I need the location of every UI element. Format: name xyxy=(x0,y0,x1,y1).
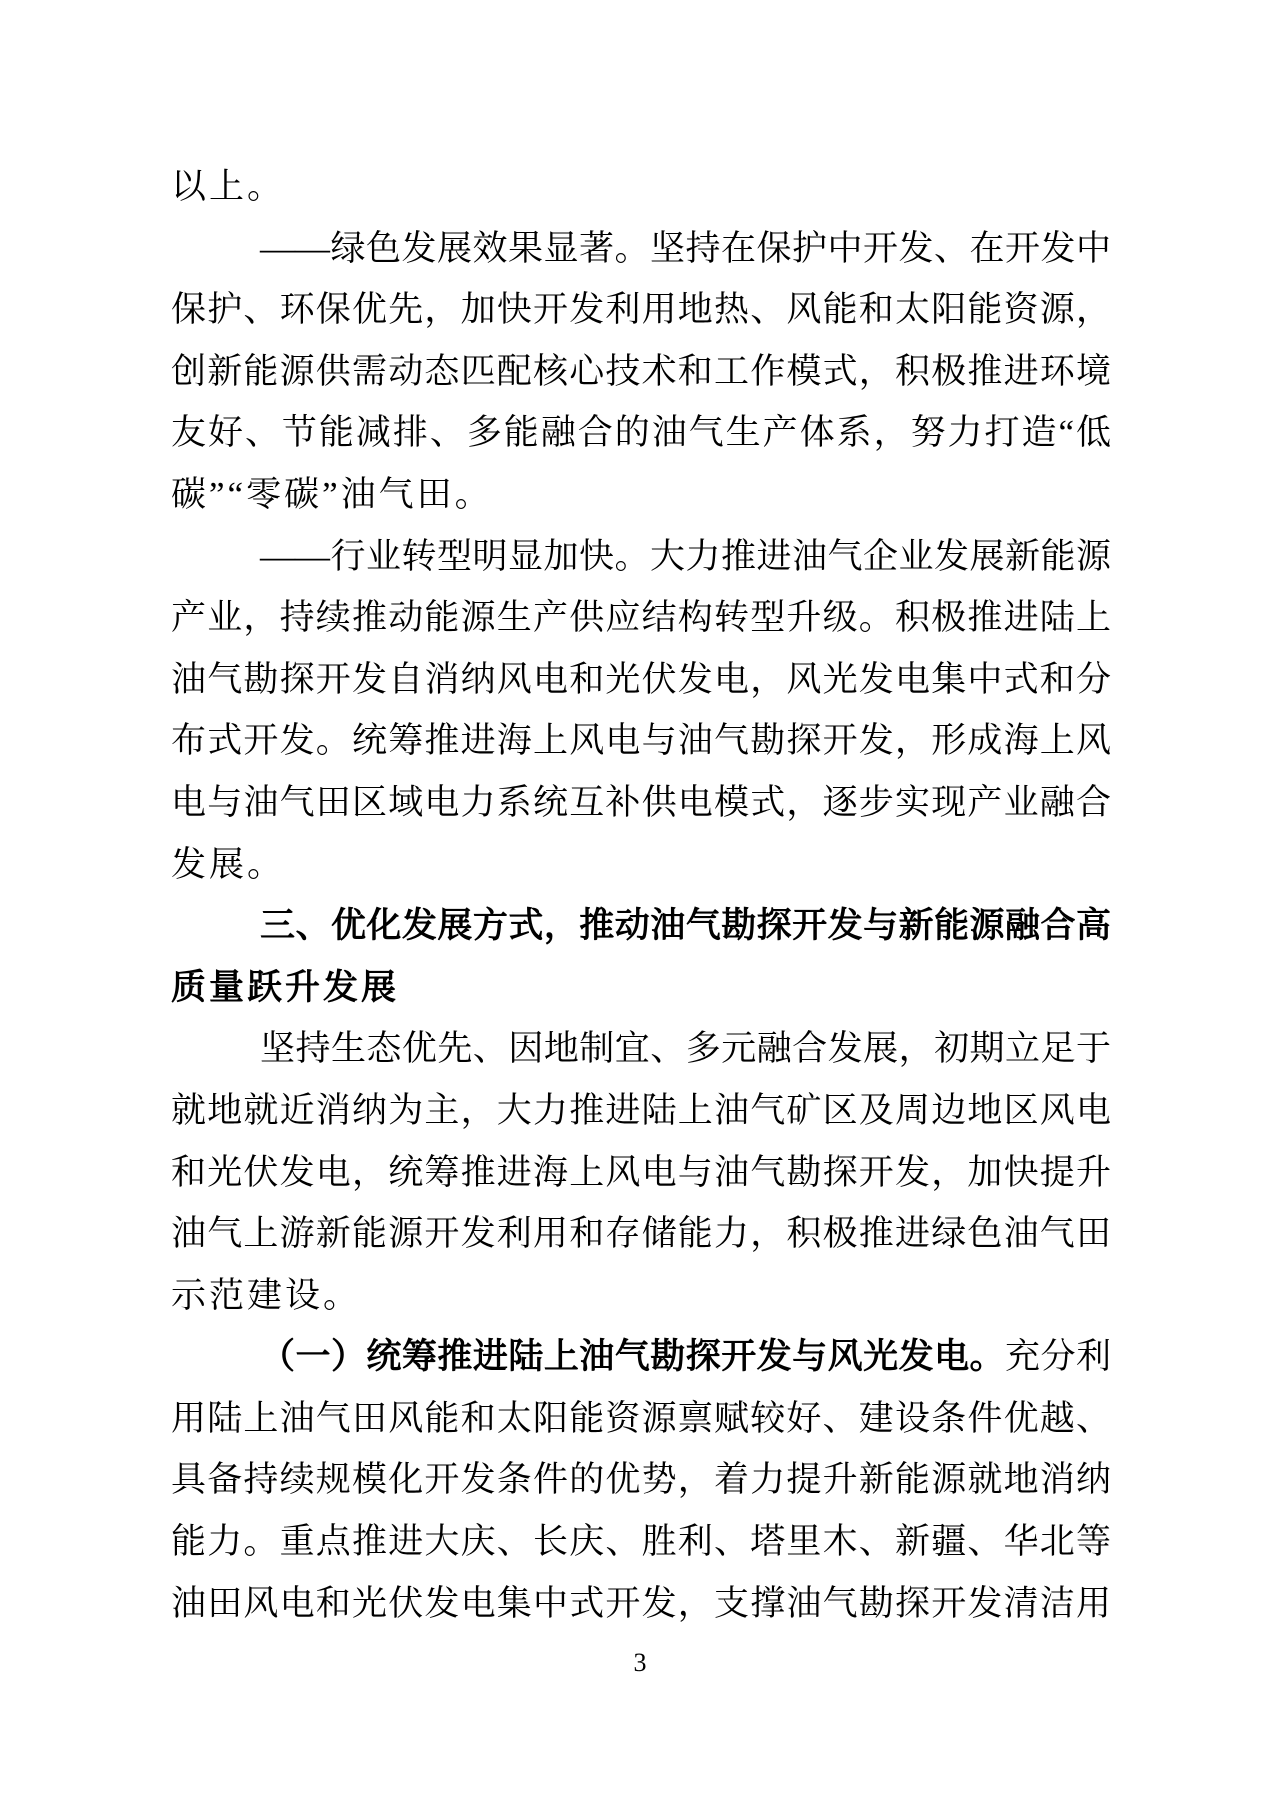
page-number: 3 xyxy=(633,1648,647,1677)
subsection-lead-line xyxy=(171,1326,1111,1388)
text-line: 保护、环保优先，加快开发利用地热、风能和太阳能资源， xyxy=(171,290,1111,330)
text-line: 能力。重点推进大庆、长庆、胜利、塔里木、新疆、华北等 xyxy=(171,1522,1111,1562)
document-text-block xyxy=(171,156,1111,1634)
text-line: 和光伏发电，统筹推进海上风电与油气勘探开发，加快提升 xyxy=(171,1152,1111,1192)
text-line: 布式开发。统筹推进海上风电与油气勘探开发，形成海上风 xyxy=(171,721,1111,761)
text-line-dash-para: ——行业转型明显加快。大力推进油气企业发展新能源 xyxy=(260,536,1111,576)
text-line: 用陆上油气田风能和太阳能资源禀赋较好、建设条件优越、 xyxy=(171,1398,1111,1438)
text-line: 产业，持续推动能源生产供应结构转型升级。积极推进陆上 xyxy=(171,598,1111,638)
text-line: 碳”“零碳”油气田。 xyxy=(171,474,493,514)
section-heading-line-1: 三、优化发展方式，推动油气勘探开发与新能源融合高 xyxy=(260,906,1111,946)
section-heading-line-2: 质量跃升发展 xyxy=(171,967,400,1007)
subsection-title: （一）统筹推进陆上油气勘探开发与风光发电。 xyxy=(260,1337,1006,1377)
text-line-dash-para: ——绿色发展效果显著。坚持在保护中开发、在开发中 xyxy=(260,228,1111,268)
subsection-body-start: 充分利 xyxy=(1005,1337,1111,1377)
text-line: 坚持生态优先、因地制宜、多元融合发展，初期立足于 xyxy=(260,1029,1111,1069)
text-line: 油田风电和光伏发电集中式开发，支撑油气勘探开发清洁用 xyxy=(171,1583,1111,1623)
text-line: 具备持续规模化开发条件的优势，着力提升新能源就地消纳 xyxy=(171,1460,1111,1500)
text-line: 示范建设。 xyxy=(171,1275,362,1315)
text-line: 油气勘探开发自消纳风电和光伏发电，风光发电集中式和分 xyxy=(171,659,1111,699)
text-line: 以上。 xyxy=(171,167,286,206)
text-line: 油气上游新能源开发利用和存储能力，积极推进绿色油气田 xyxy=(171,1214,1111,1254)
text-line: 友好、节能减排、多能融合的油气生产体系，努力打造“低 xyxy=(171,413,1111,453)
text-line: 发展。 xyxy=(171,844,286,884)
text-line: 创新能源供需动态匹配核心技术和工作模式，积极推进环境 xyxy=(171,351,1111,391)
text-line: 就地就近消纳为主，大力推进陆上油气矿区及周边地区风电 xyxy=(171,1090,1111,1130)
text-line: 电与油气田区域电力系统互补供电模式，逐步实现产业融合 xyxy=(171,782,1111,822)
